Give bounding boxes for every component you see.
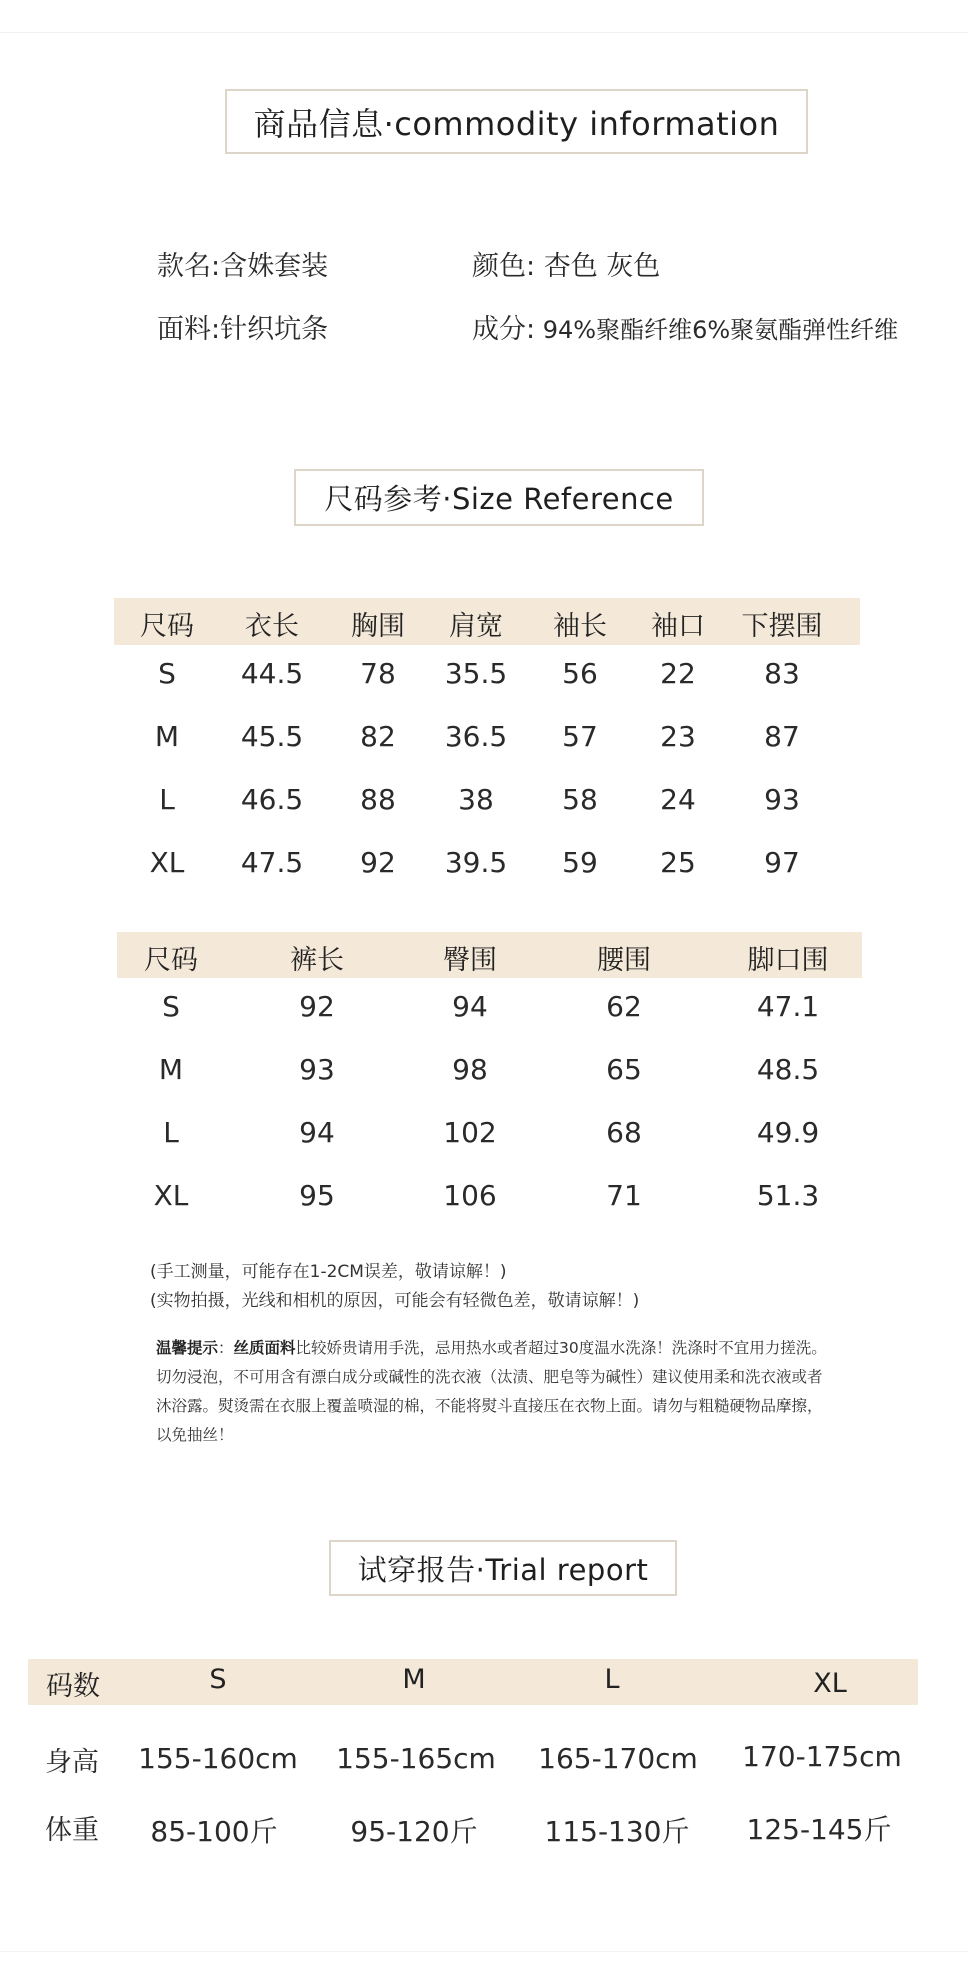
table-cell: L xyxy=(163,1116,179,1149)
size-section-title-text: 尺码参考·Size Reference xyxy=(324,482,674,516)
table-cell: 92 xyxy=(299,990,335,1023)
table-cell: 38 xyxy=(458,783,494,816)
trial-header-m: M xyxy=(402,1664,426,1695)
composition-label: 成分: xyxy=(472,314,536,345)
top-header-chest: 胸围 xyxy=(351,611,405,642)
trial-row-label-height: 身高 xyxy=(45,1747,99,1778)
table-cell: 47.1 xyxy=(756,990,820,1023)
table-cell: 25 xyxy=(660,846,696,879)
table-cell: 71 xyxy=(606,1179,642,1212)
table-cell: 95-120斤 xyxy=(350,1815,478,1848)
trial-header-size-count: 码数 xyxy=(46,1671,100,1702)
table-cell: 51.3 xyxy=(756,1179,820,1212)
table-cell: 94 xyxy=(299,1116,335,1149)
table-cell: S xyxy=(158,657,176,690)
pants-header-leg-opening: 脚口围 xyxy=(747,945,829,976)
pants-header-size: 尺码 xyxy=(144,945,198,976)
table-cell: 59 xyxy=(562,846,598,879)
care-fabric: 丝质面料 xyxy=(233,1339,296,1357)
bottom-divider xyxy=(0,1951,968,1952)
trial-section-title-text: 试穿报告·Trial report xyxy=(357,1552,649,1587)
table-cell: 49.9 xyxy=(756,1116,820,1149)
table-cell: 48.5 xyxy=(756,1053,820,1086)
table-cell: 46.5 xyxy=(240,783,304,816)
table-cell: M xyxy=(154,720,180,753)
table-cell: 125-145斤 xyxy=(746,1813,892,1846)
table-cell: 35.5 xyxy=(444,657,508,690)
table-cell: 57 xyxy=(562,720,598,753)
table-cell: 45.5 xyxy=(240,720,304,753)
table-cell: 93 xyxy=(764,783,800,816)
table-cell: 47.5 xyxy=(240,846,304,879)
table-cell: 82 xyxy=(360,720,396,753)
style-name-value: 含姝套装 xyxy=(220,251,329,282)
style-name-label: 款名: xyxy=(157,251,221,282)
pants-header-length: 裤长 xyxy=(290,945,344,976)
style-name-row xyxy=(157,244,328,283)
table-cell: 58 xyxy=(562,783,598,816)
table-cell: 93 xyxy=(299,1053,335,1086)
composition-row xyxy=(472,307,898,346)
trial-header-xl: XL xyxy=(813,1668,847,1699)
color-label: 颜色: xyxy=(472,251,536,282)
table-cell: 85-100斤 xyxy=(150,1815,278,1848)
table-cell: 115-130斤 xyxy=(544,1815,690,1848)
fabric-label: 面料: xyxy=(157,314,221,345)
top-header-size: 尺码 xyxy=(140,611,194,642)
color-difference-note: (实物拍摄，光线和相机的原因，可能会有轻微色差，敬请谅解！) xyxy=(150,1291,640,1311)
table-cell: 155-160cm xyxy=(138,1742,298,1775)
table-cell: 94 xyxy=(452,990,488,1023)
size-section-title xyxy=(294,469,704,526)
fabric-row xyxy=(157,307,328,346)
table-cell: 88 xyxy=(360,783,396,816)
table-cell: 92 xyxy=(360,846,396,879)
top-divider xyxy=(0,32,968,33)
table-cell: 44.5 xyxy=(240,657,304,690)
commodity-section-title xyxy=(225,89,808,154)
table-cell: 39.5 xyxy=(444,846,508,879)
composition-value: 94%聚酯纤维6%聚氨酯弹性纤维 xyxy=(542,316,899,344)
table-cell: 56 xyxy=(562,657,598,690)
trial-table-header-bar xyxy=(28,1659,918,1705)
table-cell: 68 xyxy=(606,1116,642,1149)
trial-row-label-weight: 体重 xyxy=(45,1815,99,1846)
table-cell: 97 xyxy=(764,846,800,879)
table-cell: 106 xyxy=(443,1179,497,1212)
table-cell: M xyxy=(158,1053,184,1086)
table-cell: 155-165cm xyxy=(336,1742,496,1775)
care-label: 温馨提示 xyxy=(156,1339,219,1357)
table-cell: 95 xyxy=(299,1179,335,1212)
color-row xyxy=(472,244,660,283)
care-instructions xyxy=(156,1334,836,1450)
trial-header-s: S xyxy=(209,1664,227,1695)
table-cell: L xyxy=(159,783,175,816)
table-cell: 87 xyxy=(764,720,800,753)
color-value: 杏色 灰色 xyxy=(543,251,661,282)
trial-header-l: L xyxy=(604,1664,620,1695)
top-header-sleeve: 袖长 xyxy=(553,611,607,642)
top-header-hem: 下摆围 xyxy=(741,611,823,642)
table-cell: 78 xyxy=(360,657,396,690)
table-cell: 23 xyxy=(660,720,696,753)
table-cell: 102 xyxy=(443,1116,497,1149)
table-cell: 83 xyxy=(764,657,800,690)
table-cell: 65 xyxy=(606,1053,642,1086)
table-cell: 170-175cm xyxy=(742,1740,902,1773)
table-cell: XL xyxy=(153,1179,189,1212)
care-text: 比较娇贵请用手洗，忌用热水或者超过30度温水洗涤！洗涤时不宜用力搓洗。切勿浸泡，不可用含有漂白成分或碱性的洗衣液（汰渍、肥皂等为碱性）建议使用柔和洗衣液或者沐浴露。熨烫需在衣服上覆盖喷湿的棉，不能将熨斗直接压在衣物上面。请勿与粗糙硬物品摩擦，以免抽丝！ xyxy=(156,1339,827,1444)
table-cell: 22 xyxy=(660,657,696,690)
table-cell: XL xyxy=(149,846,185,879)
table-cell: 98 xyxy=(452,1053,488,1086)
pants-header-waist: 腰围 xyxy=(597,945,651,976)
top-header-length: 衣长 xyxy=(245,611,299,642)
trial-section-title xyxy=(329,1540,677,1596)
top-header-cuff: 袖口 xyxy=(651,611,705,642)
fabric-value: 针织坑条 xyxy=(220,314,329,345)
table-cell: 165-170cm xyxy=(538,1742,698,1775)
top-header-shoulder: 肩宽 xyxy=(449,611,503,642)
table-cell: S xyxy=(162,990,180,1023)
table-cell: 24 xyxy=(660,783,696,816)
care-separator: ： xyxy=(218,1339,234,1357)
table-cell: 62 xyxy=(606,990,642,1023)
table-cell: 36.5 xyxy=(444,720,508,753)
measurement-note: (手工测量，可能存在1-2CM误差，敬请谅解！) xyxy=(150,1262,507,1282)
commodity-section-title-text: 商品信息·commodity information xyxy=(253,104,780,143)
pants-header-hip: 臀围 xyxy=(443,945,497,976)
